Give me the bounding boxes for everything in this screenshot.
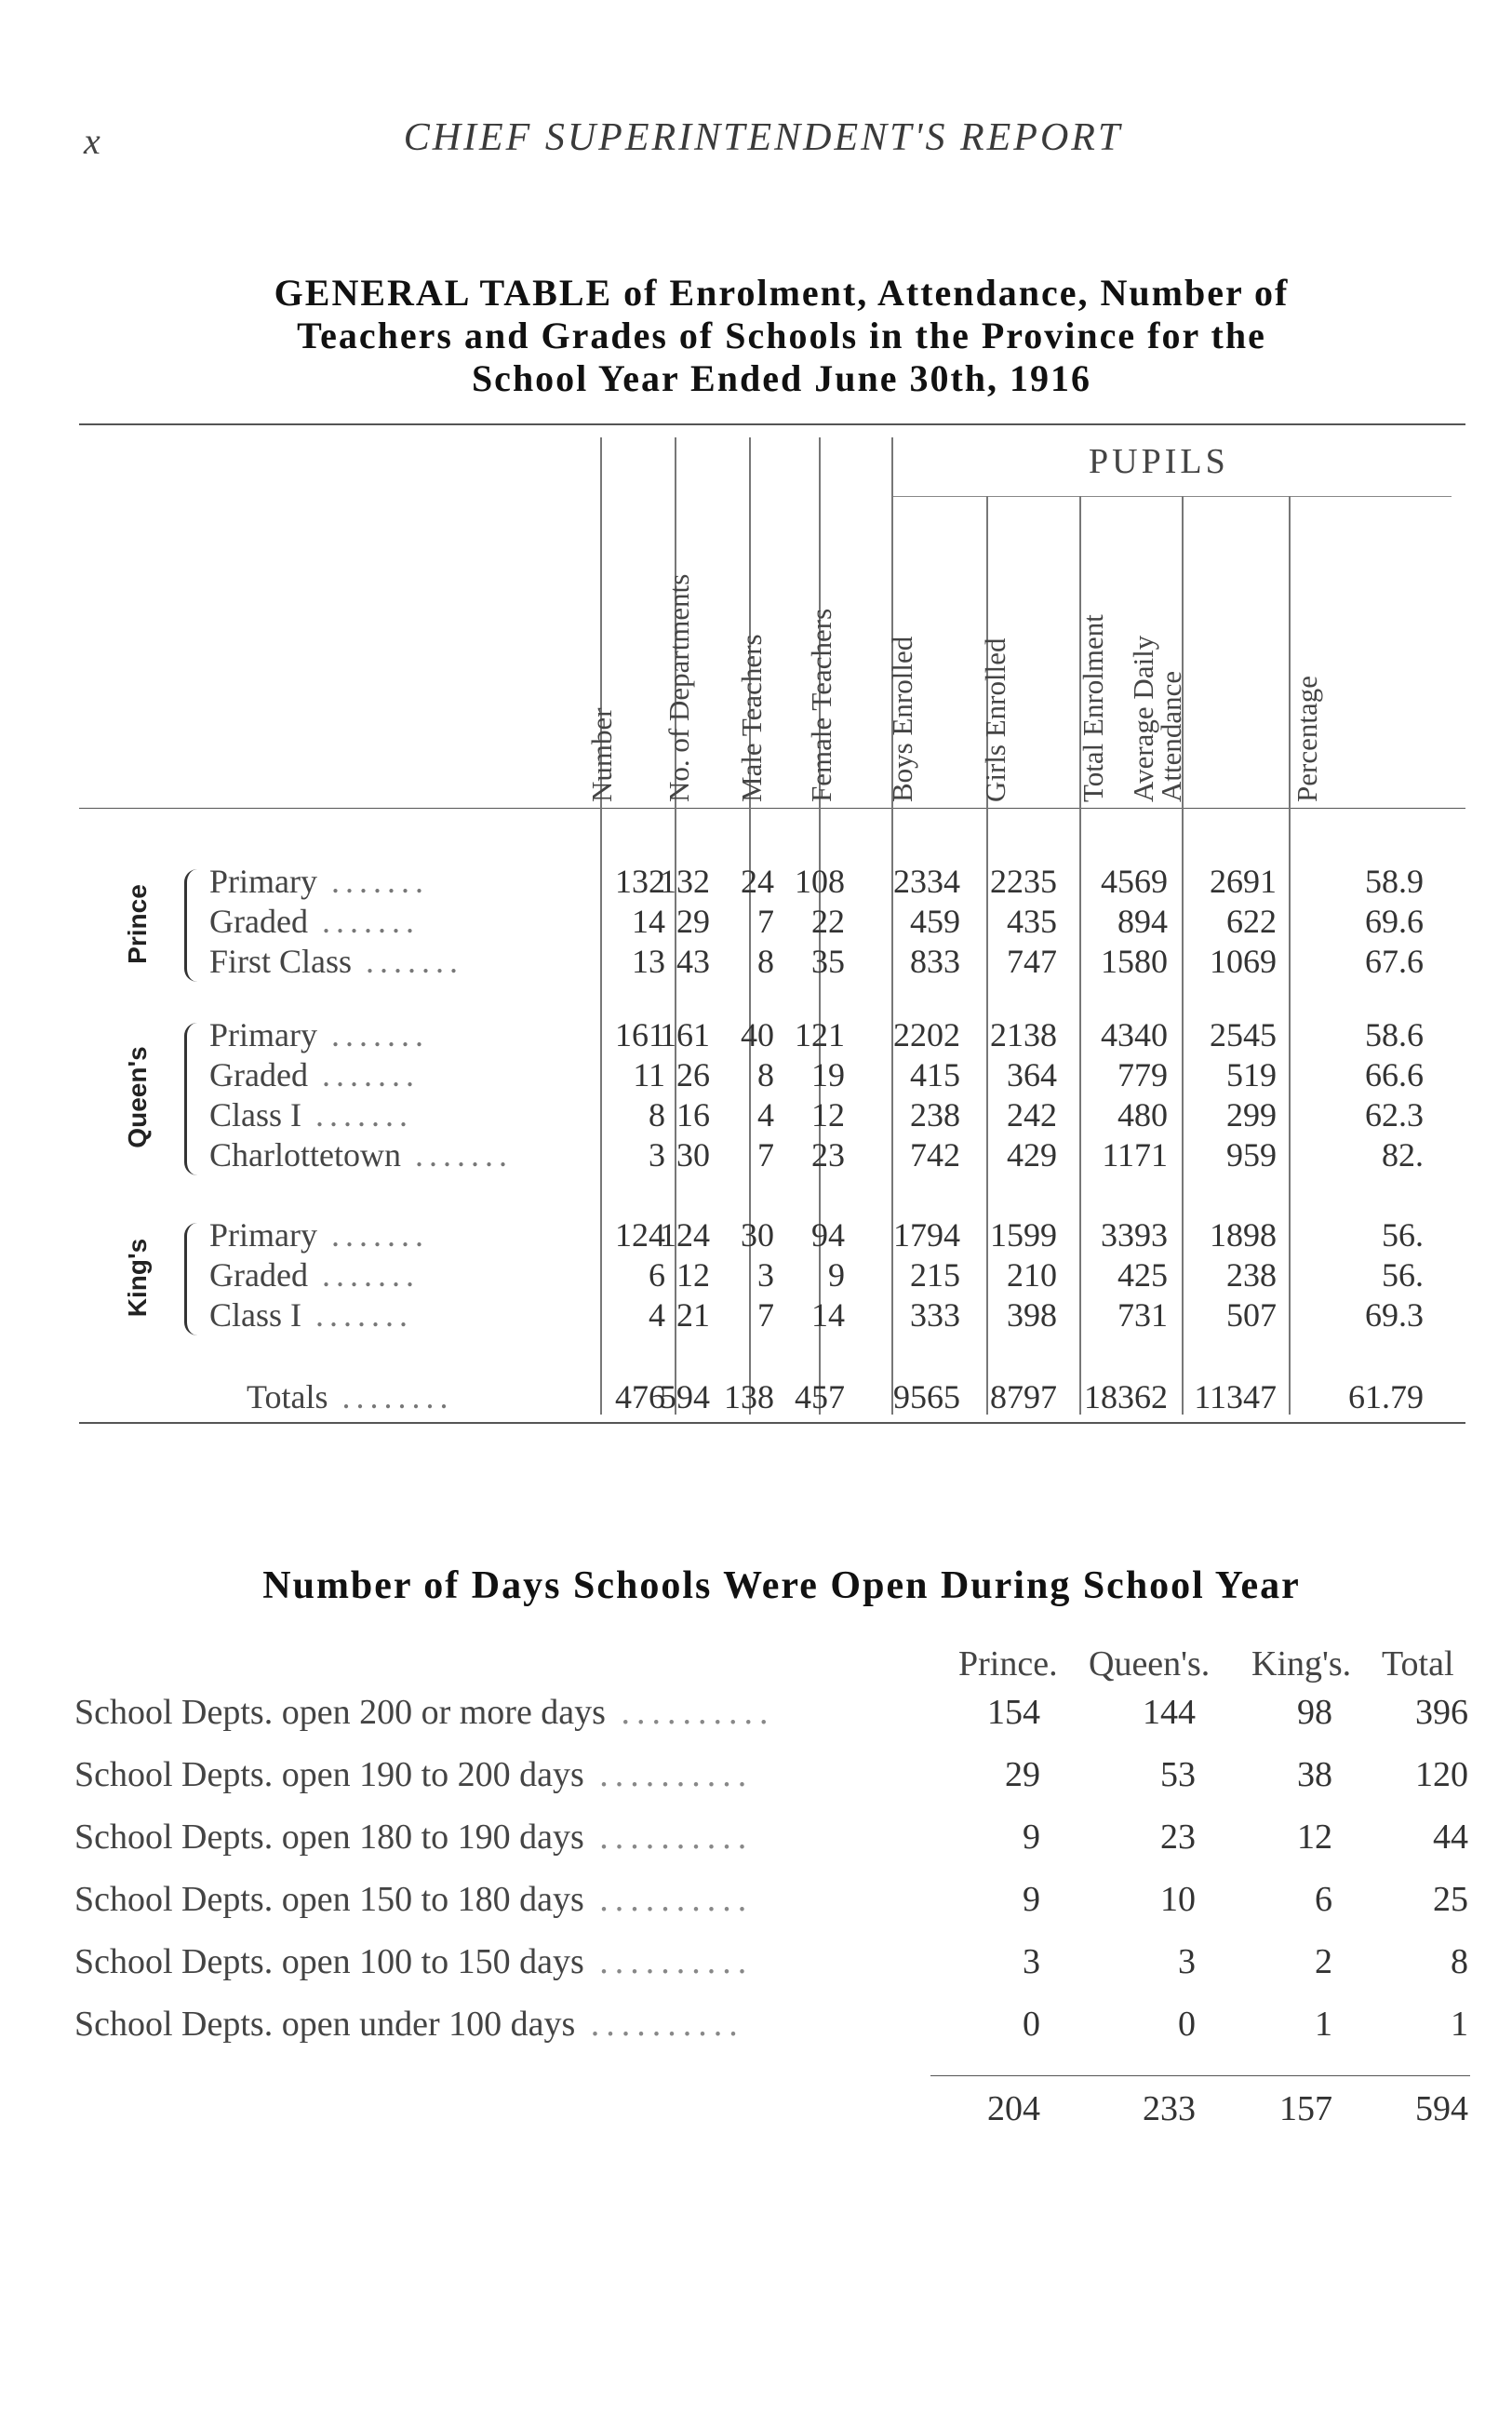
table-cell: 210 [1007, 1256, 1057, 1294]
page-number: x [84, 120, 100, 162]
days-table-title: Number of Days Schools Were Open During School Year [262, 1564, 1301, 1607]
row-label-text: Graded [209, 903, 308, 940]
table-cell: 238 [910, 1096, 960, 1134]
table-cell: 242 [1007, 1096, 1057, 1134]
days-cell: 396 [1415, 1693, 1468, 1732]
days-row-label [74, 1692, 774, 1733]
table-cell: 9 [828, 1256, 845, 1294]
table-cell: 1069 [1210, 943, 1277, 980]
table-cell: 398 [1007, 1296, 1057, 1334]
group-label-kings: King's [123, 1238, 152, 1317]
table-cell: 16 [676, 1096, 710, 1134]
leader-dots: ....... [307, 903, 420, 940]
leader-dots: .......... [583, 1818, 754, 1857]
table-cell: 7 [757, 903, 774, 940]
days-cell: 0 [1178, 2005, 1196, 2044]
row-label [209, 1055, 420, 1094]
days-cell: 12 [1297, 1818, 1332, 1857]
days-cell: 1 [1315, 2005, 1332, 2044]
table-cell: 1599 [990, 1216, 1057, 1254]
totals-label [247, 1377, 453, 1416]
days-row-label-text: School Depts. open 150 to 180 days [74, 1880, 584, 1919]
column-header: Female Teachers [805, 608, 837, 802]
table-cell: 69.3 [1365, 1296, 1424, 1334]
running-title: CHIEF SUPERINTENDENT'S REPORT [403, 116, 1123, 159]
table-cell: 132 [615, 863, 665, 900]
row-label [209, 1255, 420, 1294]
leader-dots: ....... [307, 1056, 420, 1093]
days-row-label-text: School Depts. open 200 or more days [74, 1693, 606, 1732]
table-cell: 2545 [1210, 1016, 1277, 1053]
days-row-label-text: School Depts. open 190 to 200 days [74, 1755, 584, 1794]
row-label-text: Primary [209, 1216, 317, 1254]
table-cell: 161 [615, 1016, 665, 1053]
table-cell: 1171 [1102, 1136, 1168, 1174]
column-header: Percentage [1291, 676, 1323, 802]
table-cell: 364 [1007, 1056, 1057, 1093]
column-header: Number [585, 707, 618, 802]
days-row-label [74, 1754, 753, 1795]
pupils-header: PUPILS [1089, 442, 1229, 481]
table-cell: 747 [1007, 943, 1057, 980]
leader-dots: ....... [352, 943, 464, 980]
leader-dots: ....... [400, 1136, 513, 1174]
table-cell: 779 [1117, 1056, 1168, 1093]
table-title-line-1: GENERAL TABLE of Enrolment, Attendance, Number of [274, 272, 1290, 314]
table-cell: 8 [757, 1056, 774, 1093]
table-cell: 507 [1226, 1296, 1277, 1334]
table-cell: 43 [676, 943, 710, 980]
totals-cell: 8797 [990, 1378, 1057, 1415]
days-cell: 8 [1451, 1942, 1468, 1981]
days-cell: 98 [1297, 1693, 1332, 1732]
leader-dots: .......... [583, 1942, 754, 1981]
table-bottom-rule [79, 1422, 1465, 1424]
table-cell: 894 [1117, 903, 1168, 940]
table-cell: 425 [1117, 1256, 1168, 1294]
table-cell: 480 [1117, 1096, 1168, 1134]
table-cell: 121 [795, 1016, 845, 1053]
days-cell: 10 [1160, 1880, 1196, 1919]
header-bottom-rule [79, 808, 1465, 809]
days-cell: 144 [1143, 1693, 1196, 1732]
table-cell: 108 [795, 863, 845, 900]
table-cell: 2235 [990, 863, 1057, 900]
row-label [209, 1135, 513, 1174]
table-cell: 62.3 [1365, 1096, 1424, 1134]
row-label-text: Primary [209, 863, 317, 900]
table-cell: 21 [676, 1296, 710, 1334]
table-cell: 4340 [1101, 1016, 1168, 1053]
row-label-text: Charlottetown [209, 1136, 401, 1174]
table-cell: 4 [757, 1096, 774, 1134]
days-column-header: Prince. [958, 1644, 1058, 1684]
table-cell: 12 [676, 1256, 710, 1294]
leader-dots: .......... [583, 1880, 754, 1919]
leader-dots: ....... [301, 1296, 413, 1334]
table-cell: 1580 [1101, 943, 1168, 980]
table-cell: 67.6 [1365, 943, 1424, 980]
table-cell: 2334 [893, 863, 960, 900]
table-cell: 56. [1382, 1216, 1424, 1254]
column-header: Male Teachers [735, 634, 768, 802]
table-cell: 959 [1226, 1136, 1277, 1174]
days-cell: 25 [1433, 1880, 1468, 1919]
days-cell: 9 [1023, 1818, 1040, 1857]
table-title-line-3: School Year Ended June 30th, 1916 [471, 357, 1092, 399]
days-cell: 3 [1178, 1942, 1196, 1981]
row-label-text: Graded [209, 1256, 308, 1294]
days-cell: 6 [1315, 1880, 1332, 1919]
totals-cell: 11347 [1194, 1378, 1277, 1415]
table-cell: 2202 [893, 1016, 960, 1053]
totals-cell: 61.79 [1348, 1378, 1424, 1415]
table-cell: 11 [633, 1056, 665, 1093]
days-row-label-text: School Depts. open 100 to 150 days [74, 1942, 584, 1981]
days-total-cell: 594 [1415, 2089, 1468, 2128]
days-cell: 23 [1160, 1818, 1196, 1857]
leader-dots: ....... [301, 1096, 413, 1134]
row-label [209, 1015, 429, 1054]
table-cell: 429 [1007, 1136, 1057, 1174]
table-cell: 69.6 [1365, 903, 1424, 940]
days-column-header: Total [1382, 1644, 1454, 1684]
table-cell: 94 [811, 1216, 845, 1254]
table-cell: 833 [910, 943, 960, 980]
leader-dots: ........ [328, 1378, 454, 1415]
row-label [209, 862, 429, 901]
days-cell: 154 [987, 1693, 1040, 1732]
days-total-cell: 204 [987, 2089, 1040, 2128]
days-column-header: King's. [1251, 1644, 1352, 1684]
row-label [209, 902, 420, 941]
table-top-rule [79, 423, 1465, 425]
table-cell: 19 [811, 1056, 845, 1093]
table-cell: 1794 [893, 1216, 960, 1254]
days-row-label-text: School Depts. open 180 to 190 days [74, 1818, 584, 1857]
totals-label-text: Totals [247, 1378, 328, 1415]
days-cell: 9 [1023, 1880, 1040, 1919]
days-column-header: Queen's. [1089, 1644, 1211, 1684]
days-total-cell: 233 [1143, 2089, 1196, 2128]
row-label [209, 1095, 413, 1134]
table-cell: 124 [615, 1216, 665, 1254]
table-cell: 435 [1007, 903, 1057, 940]
row-label [209, 942, 463, 981]
table-cell: 1898 [1210, 1216, 1277, 1254]
days-sum-rule [930, 2075, 1470, 2076]
column-header: No. of Departments [662, 573, 695, 802]
table-cell: 56. [1382, 1256, 1424, 1294]
days-cell: 3 [1023, 1942, 1040, 1981]
row-label-text: Graded [209, 1056, 308, 1093]
row-label [209, 1295, 413, 1335]
totals-cell: 457 [795, 1378, 845, 1415]
pupils-rule [893, 496, 1452, 497]
table-cell: 30 [676, 1136, 710, 1174]
days-cell: 44 [1433, 1818, 1468, 1857]
group-label-prince: Prince [123, 883, 152, 964]
table-cell: 23 [811, 1136, 845, 1174]
table-cell: 58.6 [1365, 1016, 1424, 1053]
days-row-label-text: School Depts. open under 100 days [74, 2005, 576, 2044]
row-label-text: Primary [209, 1016, 317, 1053]
leader-dots: ....... [316, 1216, 429, 1254]
days-cell: 38 [1297, 1755, 1332, 1794]
table-cell: 35 [811, 943, 845, 980]
table-cell: 459 [910, 903, 960, 940]
table-cell: 215 [910, 1256, 960, 1294]
row-label-text: Class I [209, 1296, 301, 1334]
leader-dots: .......... [605, 1693, 775, 1732]
table-cell: 3 [649, 1136, 665, 1174]
totals-cell: 18362 [1084, 1378, 1168, 1415]
table-cell: 161 [660, 1016, 710, 1053]
table-cell: 2691 [1210, 863, 1277, 900]
table-cell: 519 [1226, 1056, 1277, 1093]
table-cell: 66.6 [1365, 1056, 1424, 1093]
days-row-label [74, 1817, 753, 1858]
days-cell: 120 [1415, 1755, 1468, 1794]
days-row-label [74, 1941, 753, 1982]
days-total-cell: 157 [1279, 2089, 1332, 2128]
table-cell: 14 [811, 1296, 845, 1334]
column-header: Total Enrolment [1077, 614, 1109, 802]
days-cell: 53 [1160, 1755, 1196, 1794]
column-rule [1289, 496, 1291, 1415]
group-brace [184, 1023, 200, 1175]
table-cell: 4 [649, 1296, 665, 1334]
row-label-text: Class I [209, 1096, 301, 1134]
table-cell: 22 [811, 903, 845, 940]
table-cell: 8 [649, 1096, 665, 1134]
days-cell: 0 [1023, 2005, 1040, 2044]
table-cell: 6 [649, 1256, 665, 1294]
table-cell: 13 [632, 943, 665, 980]
table-cell: 299 [1226, 1096, 1277, 1134]
leader-dots: .......... [575, 2005, 744, 2044]
column-header: Average Daily Attendance [1127, 635, 1187, 802]
days-cell: 2 [1315, 1942, 1332, 1981]
leader-dots: ....... [316, 863, 429, 900]
table-cell: 29 [676, 903, 710, 940]
table-cell: 3 [757, 1256, 774, 1294]
table-cell: 26 [676, 1056, 710, 1093]
table-cell: 58.9 [1365, 863, 1424, 900]
table-cell: 2138 [990, 1016, 1057, 1053]
days-cell: 29 [1005, 1755, 1040, 1794]
table-cell: 622 [1226, 903, 1277, 940]
table-title-line-2: Teachers and Grades of Schools in the Province for the [297, 315, 1266, 356]
group-brace [184, 869, 200, 982]
table-cell: 7 [757, 1296, 774, 1334]
table-cell: 82. [1382, 1136, 1424, 1174]
days-cell: 1 [1451, 2005, 1468, 2044]
days-row-label [74, 1879, 753, 1920]
leader-dots: ....... [316, 1016, 429, 1053]
table-cell: 238 [1226, 1256, 1277, 1294]
table-cell: 124 [660, 1216, 710, 1254]
table-cell: 8 [757, 943, 774, 980]
table-cell: 3393 [1101, 1216, 1168, 1254]
totals-cell: 138 [724, 1378, 774, 1415]
table-cell: 40 [741, 1016, 774, 1053]
totals-cell: 476 [615, 1378, 665, 1415]
row-label [209, 1215, 429, 1254]
column-header: Boys Enrolled [886, 636, 918, 802]
table-cell: 731 [1117, 1296, 1168, 1334]
row-label-text: First Class [209, 943, 353, 980]
table-cell: 742 [910, 1136, 960, 1174]
group-brace [184, 1223, 200, 1335]
column-header: Girls Enrolled [979, 637, 1011, 802]
table-cell: 30 [741, 1216, 774, 1254]
table-cell: 4569 [1101, 863, 1168, 900]
totals-cell: 9565 [893, 1378, 960, 1415]
leader-dots: ....... [307, 1256, 420, 1294]
table-cell: 24 [741, 863, 774, 900]
table-cell: 14 [632, 903, 665, 940]
totals-cell: 594 [660, 1378, 710, 1415]
table-cell: 7 [757, 1136, 774, 1174]
table-cell: 415 [910, 1056, 960, 1093]
days-row-label [74, 2004, 744, 2045]
table-cell: 12 [811, 1096, 845, 1134]
table-cell: 333 [910, 1296, 960, 1334]
group-label-queens: Queen's [123, 1046, 152, 1148]
table-cell: 132 [660, 863, 710, 900]
leader-dots: .......... [583, 1755, 754, 1794]
